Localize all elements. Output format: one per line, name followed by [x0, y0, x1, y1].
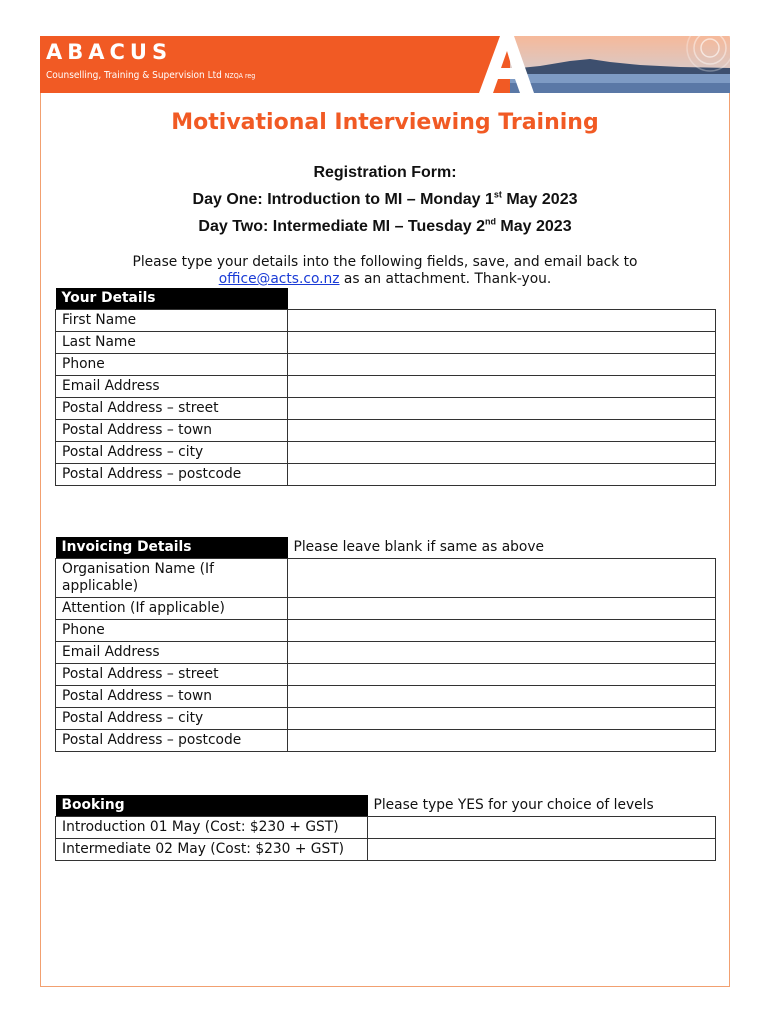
field-label: Email Address	[56, 376, 288, 398]
booking-table	[55, 795, 716, 861]
postcode-field[interactable]	[288, 464, 716, 486]
invoice-phone-field[interactable]	[288, 620, 716, 642]
tagline-text: Counselling, Training & Supervision Ltd	[46, 70, 222, 81]
intermediate-choice-field[interactable]	[368, 839, 716, 861]
form-heading: Registration Form:	[313, 164, 457, 181]
table-row	[56, 664, 716, 686]
page-title: Motivational Interviewing Training	[171, 110, 599, 135]
phone-field[interactable]	[288, 354, 716, 376]
email-field[interactable]	[288, 376, 716, 398]
booking-note: Please type YES for your choice of levels	[373, 797, 654, 813]
instructions-text: Please type your details into the following fields, save, and email back to office@acts.co.nz as an attachment. Thank-you.	[132, 254, 638, 287]
field-label: Postal Address – city	[56, 708, 288, 730]
brand-tagline	[46, 70, 255, 81]
invoicing-note: Please leave blank if same as above	[293, 539, 545, 555]
field-label: First Name	[56, 310, 288, 332]
field-label: Postal Address – postcode	[56, 464, 288, 486]
field-label: Phone	[56, 354, 288, 376]
landscape-image	[510, 36, 730, 93]
day-one-heading: Day One: Introduction to MI – Monday 1st May 2023	[192, 189, 578, 208]
table-row	[56, 310, 716, 332]
invoicing-details-table	[55, 537, 716, 752]
email-link[interactable]: office@acts.co.nz	[218, 271, 340, 287]
field-label: Postal Address – city	[56, 442, 288, 464]
table-row	[56, 354, 716, 376]
logo-letter-a-icon	[476, 36, 536, 93]
your-details-header: Your Details	[56, 288, 288, 310]
table-row	[56, 464, 716, 486]
invoice-postcode-field[interactable]	[288, 730, 716, 752]
brand-name: ABACUS	[46, 40, 173, 64]
field-label: Organisation Name (If applicable)	[56, 559, 288, 598]
table-row	[56, 817, 716, 839]
table-row	[56, 708, 716, 730]
table-row	[56, 559, 716, 598]
invoicing-details-header: Invoicing Details	[56, 537, 288, 559]
table-row	[56, 620, 716, 642]
table-row	[56, 730, 716, 752]
invoice-town-field[interactable]	[288, 686, 716, 708]
day-two-heading: Day Two: Intermediate MI – Tuesday 2nd May 2023	[198, 216, 572, 235]
field-label: Attention (If applicable)	[56, 598, 288, 620]
field-label: Email Address	[56, 642, 288, 664]
street-field[interactable]	[288, 398, 716, 420]
table-row	[56, 332, 716, 354]
table-row	[56, 839, 716, 861]
invoice-street-field[interactable]	[288, 664, 716, 686]
table-row	[56, 420, 716, 442]
field-label: Postal Address – postcode	[56, 730, 288, 752]
your-details-table	[55, 288, 716, 486]
city-field[interactable]	[288, 442, 716, 464]
field-label: Phone	[56, 620, 288, 642]
field-label: Postal Address – town	[56, 420, 288, 442]
booking-header: Booking	[56, 795, 368, 817]
table-row	[56, 686, 716, 708]
table-row	[56, 398, 716, 420]
field-label: Intermediate 02 May (Cost: $230 + GST)	[56, 839, 368, 861]
field-label: Postal Address – street	[56, 664, 288, 686]
last-name-field[interactable]	[288, 332, 716, 354]
first-name-field[interactable]	[288, 310, 716, 332]
field-label: Introduction 01 May (Cost: $230 + GST)	[56, 817, 368, 839]
tagline-badge: NZQA reg	[224, 72, 256, 80]
table-row	[56, 642, 716, 664]
table-row	[56, 376, 716, 398]
town-field[interactable]	[288, 420, 716, 442]
invoice-city-field[interactable]	[288, 708, 716, 730]
attention-field[interactable]	[288, 598, 716, 620]
header-banner	[40, 36, 730, 93]
organisation-field[interactable]	[288, 559, 716, 598]
field-label: Postal Address – town	[56, 686, 288, 708]
table-row	[56, 598, 716, 620]
introduction-choice-field[interactable]	[368, 817, 716, 839]
invoice-email-field[interactable]	[288, 642, 716, 664]
field-label: Postal Address – street	[56, 398, 288, 420]
field-label: Last Name	[56, 332, 288, 354]
table-row	[56, 442, 716, 464]
